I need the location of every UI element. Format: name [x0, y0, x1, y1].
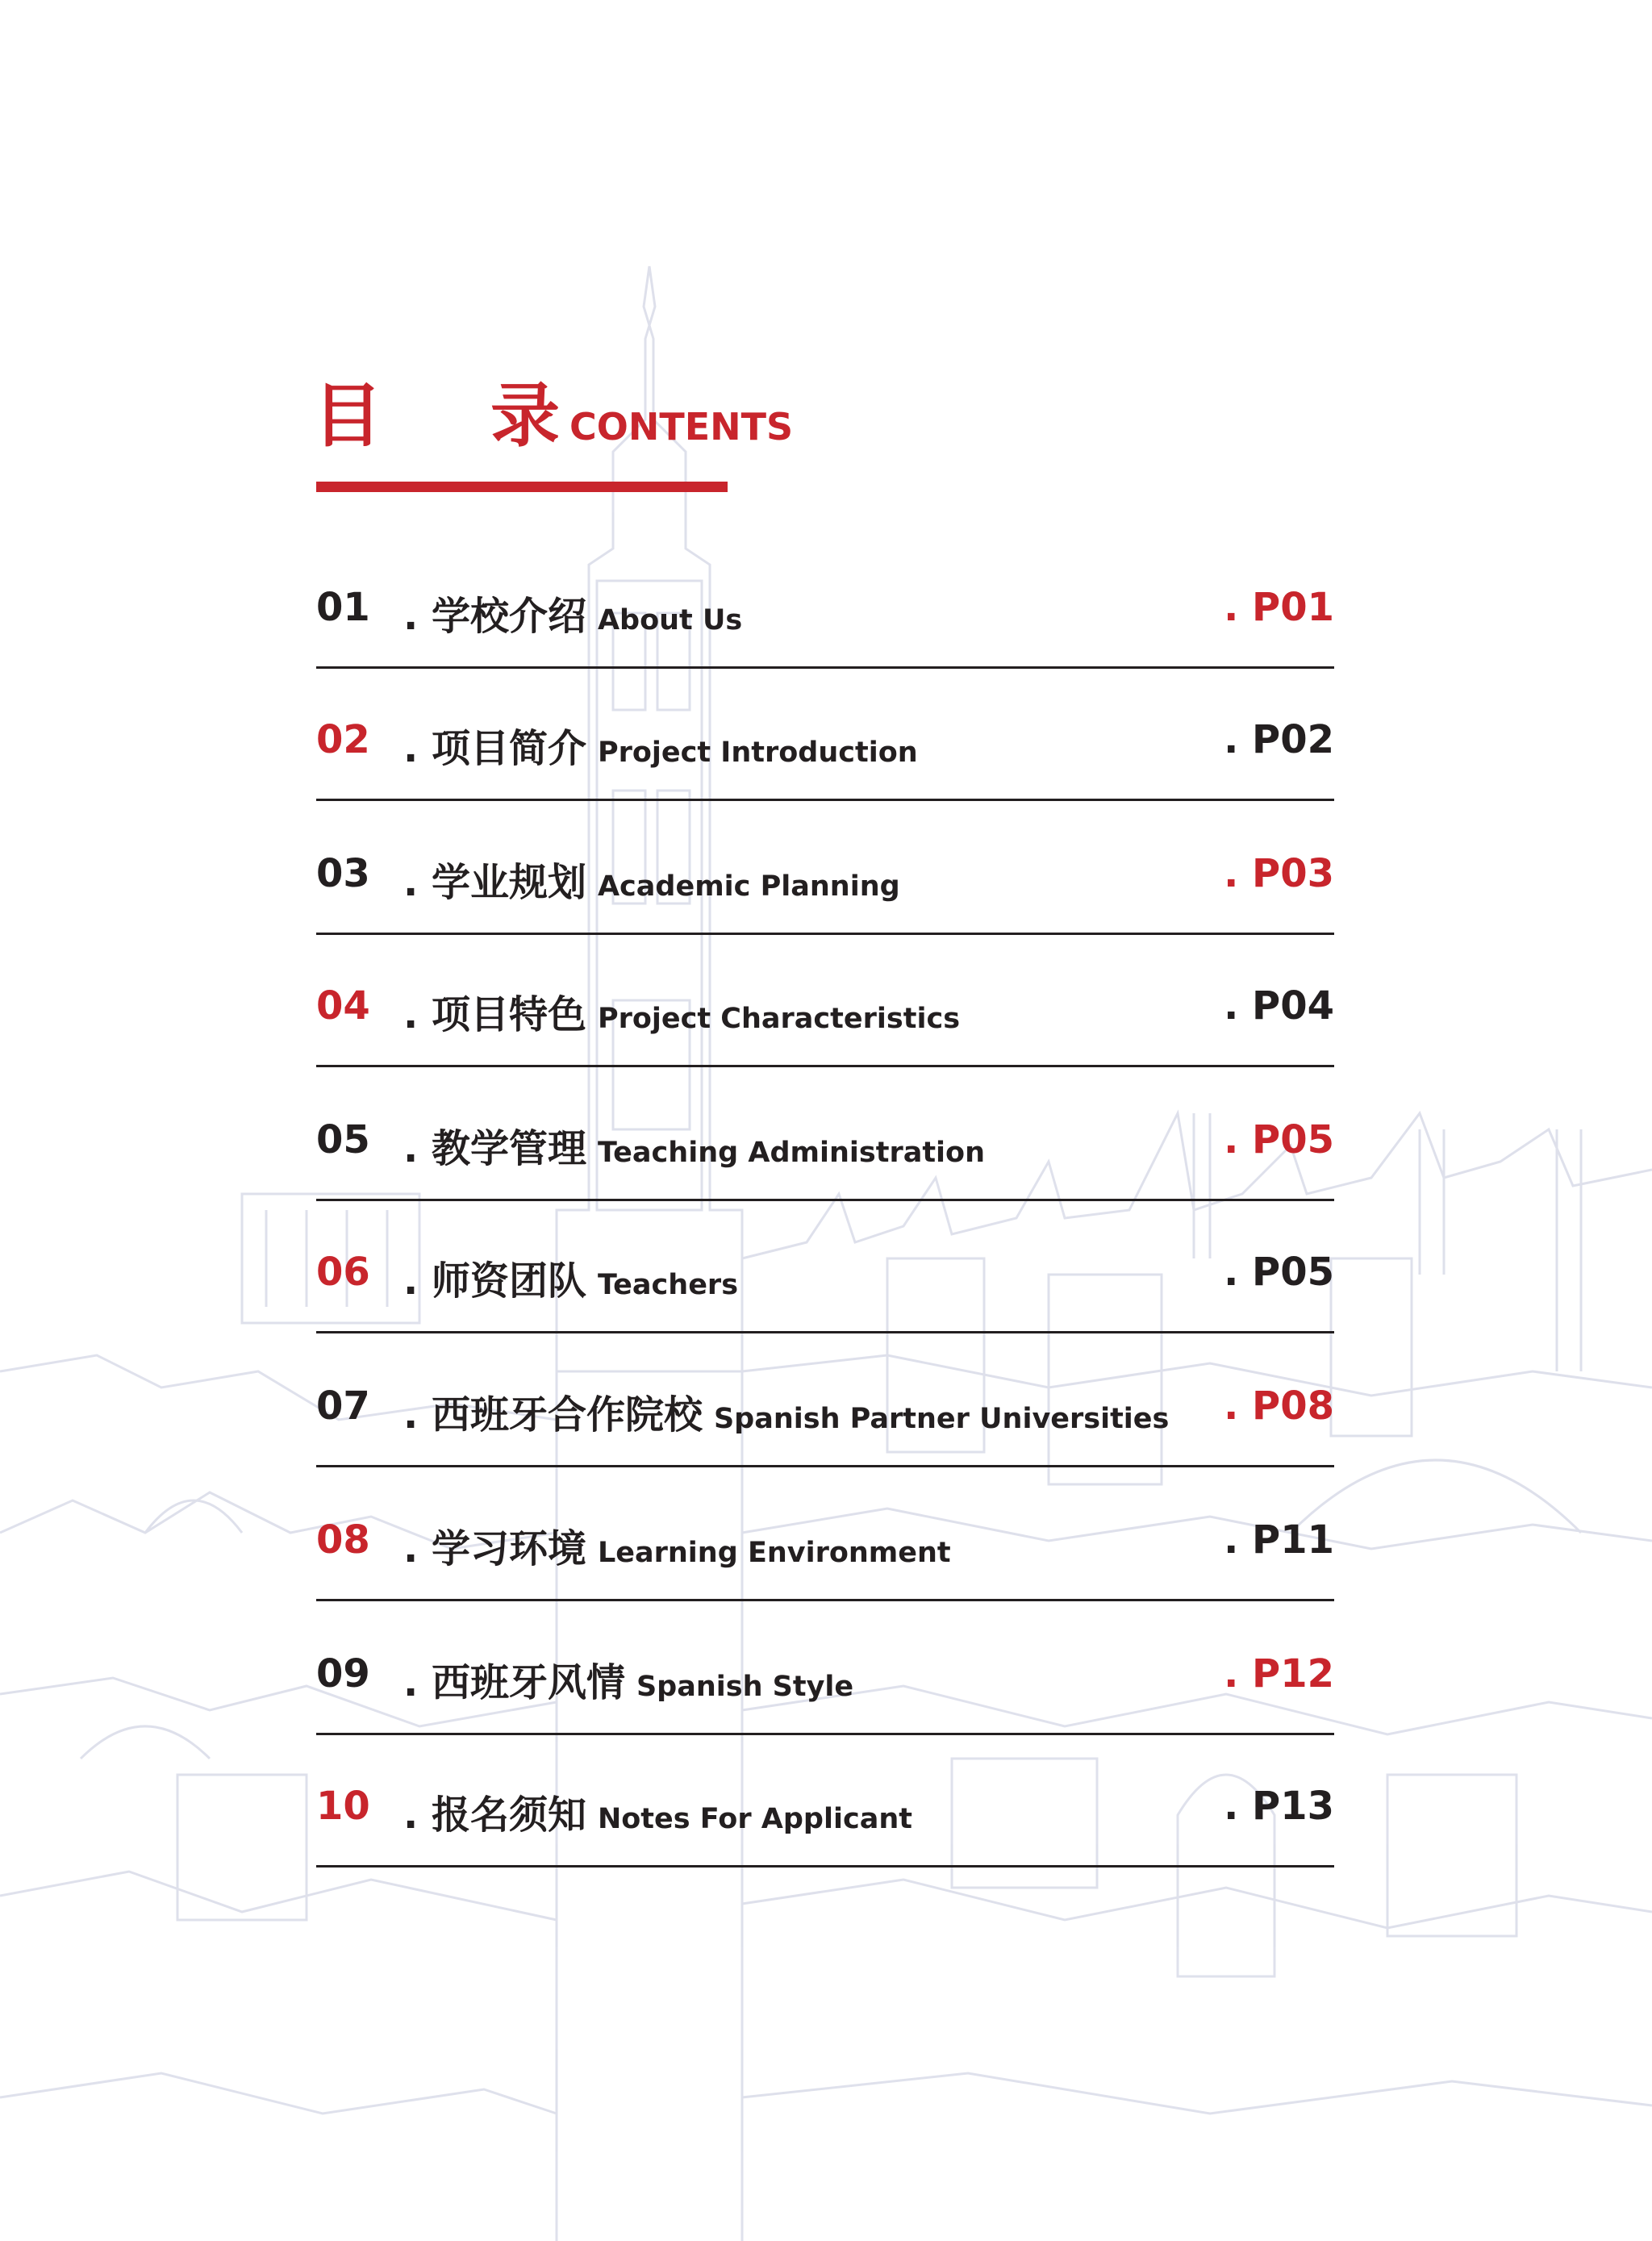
entry-title: . 项目特色 Project Characteristics: [403, 992, 961, 1037]
toc-entry-01[interactable]: [316, 536, 1334, 669]
entry-divider: [316, 799, 1334, 801]
toc-entry-07[interactable]: [316, 1335, 1334, 1467]
toc-entry-10[interactable]: [316, 1735, 1334, 1868]
entry-page: . P03: [1224, 851, 1334, 896]
entry-number: 03: [316, 851, 370, 896]
toc-entry-02[interactable]: [316, 669, 1334, 801]
toc-entry-09[interactable]: [316, 1603, 1334, 1735]
entry-number: 02: [316, 717, 370, 762]
entry-page: . P08: [1224, 1383, 1334, 1429]
entry-title: . 学习环境 Learning Environment: [403, 1526, 951, 1571]
entry-title: . 教学管理 Teaching Administration: [403, 1126, 986, 1171]
toc-title: [313, 360, 793, 460]
entry-title: . 师资团队 Teachers: [403, 1258, 739, 1304]
entry-title: . 学业规划 Academic Planning: [403, 860, 900, 905]
entry-title: . 西班牙合作院校 Spanish Partner Universities: [403, 1392, 1170, 1438]
entry-page: . P01: [1224, 585, 1334, 630]
entry-page: . P05: [1224, 1250, 1334, 1295]
title-underline: [316, 482, 728, 492]
entry-number: 01: [316, 585, 370, 630]
entry-number: 09: [316, 1651, 370, 1696]
entry-page: . P04: [1224, 983, 1334, 1029]
entry-page: . P12: [1224, 1651, 1334, 1696]
entry-number: 08: [316, 1517, 370, 1563]
entry-page: . P13: [1224, 1784, 1334, 1829]
toc-entry-08[interactable]: [316, 1469, 1334, 1601]
entry-title: . 学校介绍 About Us: [403, 594, 743, 639]
toc-entry-04[interactable]: [316, 935, 1334, 1067]
toc-entry-05[interactable]: [316, 1069, 1334, 1201]
entry-number: 05: [316, 1117, 370, 1162]
entry-page: . P02: [1224, 717, 1334, 762]
entry-divider: [316, 1599, 1334, 1601]
toc-entry-03[interactable]: [316, 803, 1334, 935]
entry-divider: [316, 1465, 1334, 1467]
entry-title: . 项目简介 Project Introduction: [403, 726, 918, 771]
entry-divider: [316, 1865, 1334, 1868]
entry-number: 10: [316, 1784, 370, 1829]
entry-title: . 西班牙风情 Spanish Style: [403, 1660, 854, 1705]
entry-number: 06: [316, 1250, 370, 1295]
entry-divider: [316, 1065, 1334, 1067]
entry-number: 07: [316, 1383, 370, 1429]
entry-page: . P05: [1224, 1117, 1334, 1162]
toc-entry-06[interactable]: [316, 1201, 1334, 1333]
entry-divider: [316, 1331, 1334, 1333]
title-en: CONTENTS: [569, 405, 794, 449]
entry-title: . 报名须知 Notes For Applicant: [403, 1792, 912, 1838]
title-zh: 目 录: [313, 376, 602, 457]
entry-page: . P11: [1224, 1517, 1334, 1563]
entry-number: 04: [316, 983, 370, 1029]
